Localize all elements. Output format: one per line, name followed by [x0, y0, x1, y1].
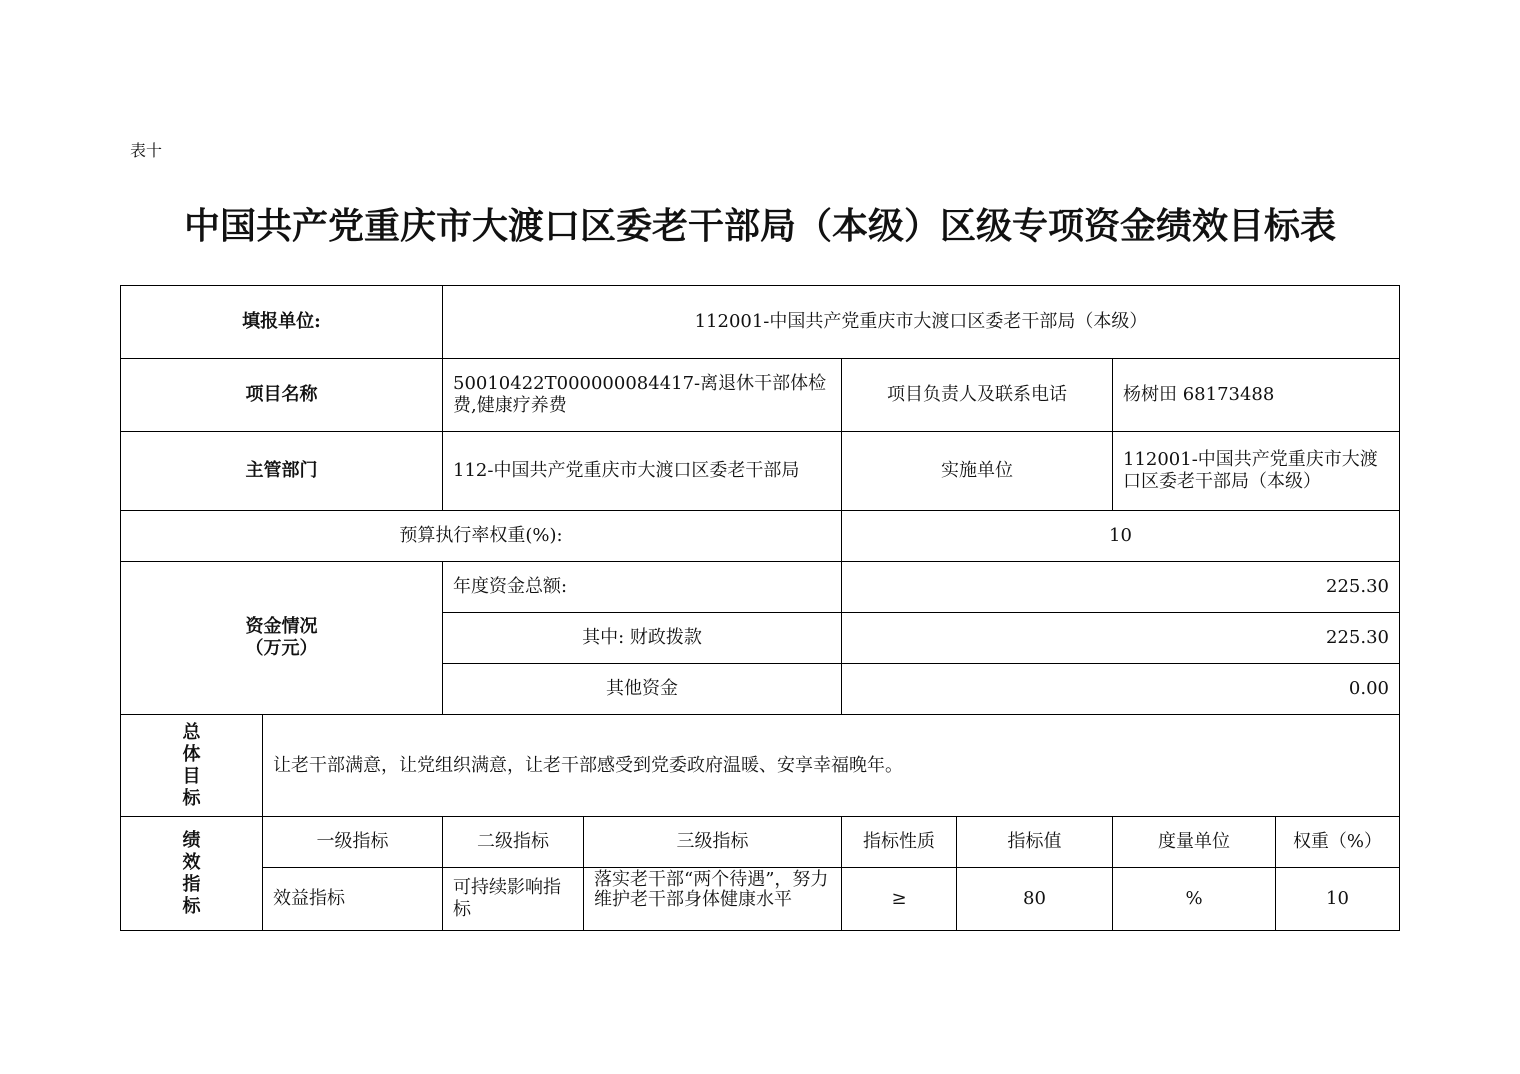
row-level2: 可持续影响指标	[443, 868, 584, 931]
header-weight: 权重（%）	[1276, 817, 1400, 868]
report-unit-row	[121, 286, 1400, 359]
department-row	[121, 432, 1400, 511]
header-level3: 三级指标	[584, 817, 842, 868]
performance-char: 标	[182, 895, 201, 917]
annual-total-value: 225.30	[842, 562, 1400, 613]
row-level1: 效益指标	[263, 868, 443, 931]
budget-rate-value: 10	[842, 511, 1400, 562]
budget-rate-row	[121, 511, 1400, 562]
annual-total-row	[121, 562, 1400, 613]
fiscal-label: 其中: 财政拨款	[443, 613, 842, 664]
overall-goal-char: 标	[182, 787, 201, 809]
row-nature: ≥	[842, 868, 957, 931]
department-value: 112-中国共产党重庆市大渡口区委老干部局	[443, 432, 842, 511]
other-funds-label: 其他资金	[443, 664, 842, 715]
budget-rate-label: 预算执行率权重(%):	[121, 511, 842, 562]
indicator-header-row	[121, 817, 1400, 868]
row-value: 80	[957, 868, 1113, 931]
performance-char: 效	[182, 851, 201, 873]
project-name-label: 项目名称	[121, 359, 443, 432]
report-unit-value: 112001-中国共产党重庆市大渡口区委老干部局（本级）	[443, 286, 1400, 359]
performance-char: 绩	[182, 829, 201, 851]
overall-goal-row	[121, 715, 1400, 817]
performance-indicator-label	[121, 817, 263, 931]
annual-total-label: 年度资金总额:	[443, 562, 842, 613]
overall-goal-char: 目	[182, 765, 201, 787]
fiscal-value: 225.30	[842, 613, 1400, 664]
funds-label-line2: （万元）	[245, 638, 318, 659]
funds-label-line1: 资金情况	[245, 616, 318, 637]
row-level3-cell	[584, 868, 842, 931]
project-name-row	[121, 359, 1400, 432]
implementing-unit-value: 112001-中国共产党重庆市大渡口区委老干部局（本级）	[1113, 432, 1400, 511]
overall-goal-char: 总	[182, 721, 201, 743]
project-leader-label: 项目负责人及联系电话	[842, 359, 1113, 432]
table-row	[121, 868, 1400, 931]
header-unit: 度量单位	[1113, 817, 1276, 868]
header-level1: 一级指标	[263, 817, 443, 868]
overall-goal-char: 体	[182, 743, 201, 765]
overall-goal-label	[121, 715, 263, 817]
other-funds-value: 0.00	[842, 664, 1400, 715]
funds-label	[121, 562, 443, 715]
project-name-value: 50010422T000000084417-离退休干部体检费,健康疗养费	[443, 359, 842, 432]
header-level2: 二级指标	[443, 817, 584, 868]
implementing-unit-label: 实施单位	[842, 432, 1113, 511]
performance-char: 指	[182, 873, 201, 895]
header-value: 指标值	[957, 817, 1113, 868]
row-unit: %	[1113, 868, 1276, 931]
page-title: 中国共产党重庆市大渡口区委老干部局（本级）区级专项资金绩效目标表	[183, 205, 1336, 247]
table-caption: 表十	[130, 141, 163, 160]
performance-table	[120, 285, 1400, 931]
overall-goal-text: 让老干部满意，让党组织满意，让老干部感受到党委政府温暖、安享幸福晚年。	[263, 715, 1400, 817]
project-leader-value: 杨树田 68173488	[1113, 359, 1400, 432]
department-label: 主管部门	[121, 432, 443, 511]
report-unit-label: 填报单位:	[121, 286, 443, 359]
row-level3: 落实老干部“两个待遇”，努力维护老干部身体健康水平	[594, 869, 829, 910]
row-weight: 10	[1276, 868, 1400, 931]
header-nature: 指标性质	[842, 817, 957, 868]
